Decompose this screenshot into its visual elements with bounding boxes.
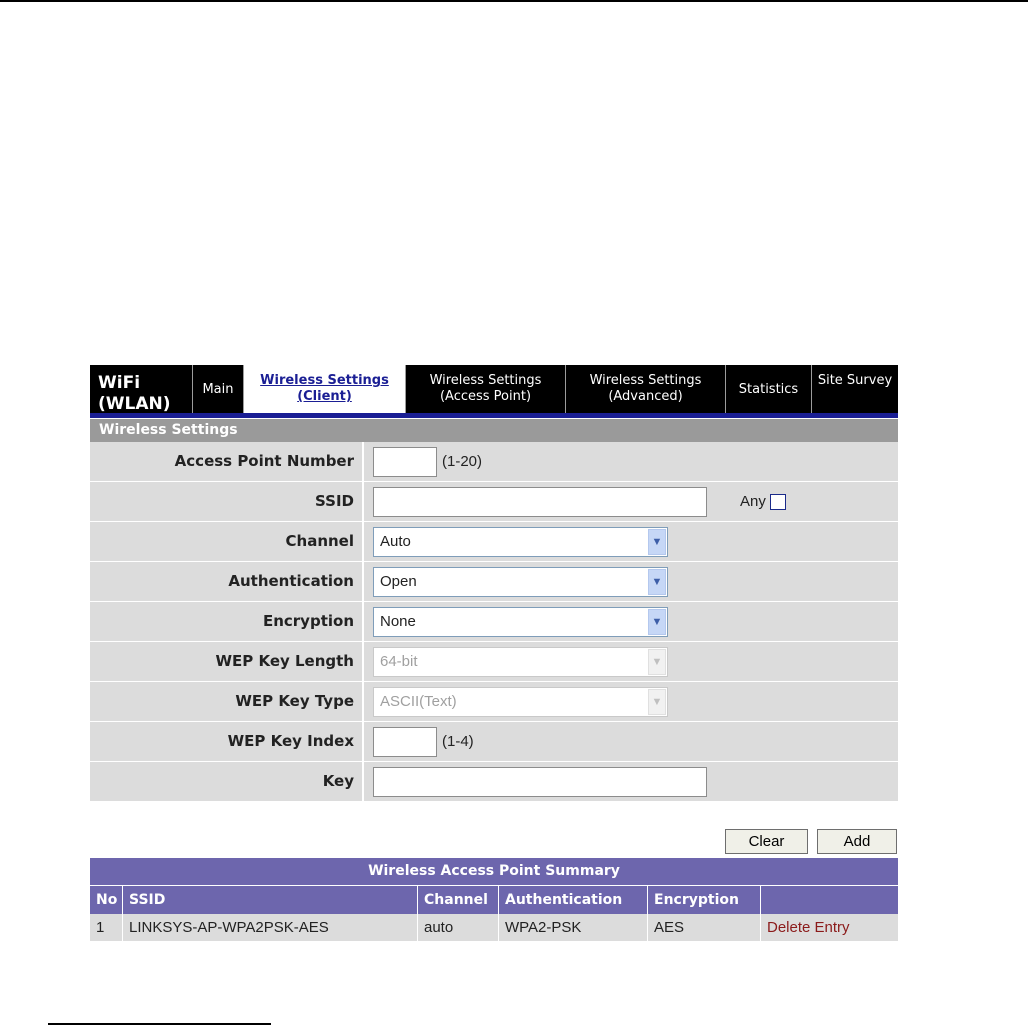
col-channel: Channel — [417, 886, 498, 914]
chevron-down-icon: ▼ — [648, 529, 666, 555]
section-header: Wireless Settings — [90, 418, 898, 442]
delete-entry-link[interactable]: Delete Entry — [760, 914, 898, 941]
form-row-wep-key-type — [90, 682, 898, 722]
ssid-input[interactable] — [373, 487, 707, 517]
form-row-encryption — [90, 602, 898, 642]
wep-key-length-select — [373, 647, 668, 677]
wep-key-index-label: WEP Key Index — [90, 722, 364, 761]
tab-main[interactable]: Main — [192, 365, 243, 413]
form-row-wep-key-length — [90, 642, 898, 682]
form-actions — [725, 829, 897, 854]
form-row-key — [90, 762, 898, 801]
encryption-label: Encryption — [90, 602, 364, 641]
tab-bar — [90, 365, 898, 418]
col-authentication: Authentication — [498, 886, 647, 914]
authentication-value: Open — [380, 572, 417, 590]
authentication-select[interactable] — [373, 567, 668, 597]
chevron-down-icon: ▼ — [648, 649, 666, 675]
form-row-channel — [90, 522, 898, 562]
encryption-select[interactable] — [373, 607, 668, 637]
summary-title: Wireless Access Point Summary — [90, 858, 898, 885]
wifi-config-panel — [90, 365, 898, 801]
tab-wireless-client[interactable]: Wireless Settings (Client) — [243, 365, 405, 413]
add-button[interactable]: Add — [817, 829, 897, 854]
brand-title: WiFi (WLAN) — [98, 373, 171, 414]
form-row-wep-key-index — [90, 722, 898, 762]
channel-label: Channel — [90, 522, 364, 561]
wireless-settings-form — [90, 442, 898, 801]
cell-authentication: WPA2-PSK — [498, 914, 647, 941]
tab-wireless-advanced[interactable]: Wireless Settings (Advanced) — [565, 365, 725, 413]
cell-channel: auto — [417, 914, 498, 941]
cell-encryption: AES — [647, 914, 760, 941]
cell-no: 1 — [96, 919, 105, 936]
col-encryption: Encryption — [647, 886, 760, 914]
ap-summary-table — [90, 858, 898, 941]
form-row-ssid — [90, 482, 898, 522]
any-checkbox[interactable] — [770, 494, 786, 510]
ap-number-hint: (1-20) — [442, 453, 483, 470]
col-no: No — [96, 892, 118, 908]
wep-key-type-select — [373, 687, 668, 717]
wep-key-type-value: ASCII(Text) — [380, 692, 457, 710]
tab-site-survey[interactable]: Site Survey — [811, 365, 898, 413]
any-label: Any — [740, 493, 766, 510]
wep-key-type-label: WEP Key Type — [90, 682, 364, 721]
ssid-label: SSID — [90, 482, 364, 521]
top-rule — [0, 0, 1028, 2]
footnote-rule — [48, 1023, 271, 1025]
wep-key-length-label: WEP Key Length — [90, 642, 364, 681]
key-label: Key — [90, 762, 364, 801]
tab-wireless-access-point[interactable]: Wireless Settings (Access Point) — [405, 365, 565, 413]
key-input[interactable] — [373, 767, 707, 797]
summary-header-row — [90, 885, 898, 914]
table-row — [90, 914, 898, 941]
chevron-down-icon: ▼ — [648, 569, 666, 595]
tab-statistics[interactable]: Statistics — [725, 365, 811, 413]
wep-key-index-hint: (1-4) — [442, 733, 474, 750]
form-row-ap-number — [90, 442, 898, 482]
channel-value: Auto — [380, 532, 411, 550]
col-ssid: SSID — [122, 886, 417, 914]
authentication-label: Authentication — [90, 562, 364, 601]
wep-key-index-input[interactable] — [373, 727, 437, 757]
ap-number-label: Access Point Number — [90, 442, 364, 481]
encryption-value: None — [380, 612, 416, 630]
form-row-authentication — [90, 562, 898, 602]
channel-select[interactable] — [373, 527, 668, 557]
chevron-down-icon: ▼ — [648, 689, 666, 715]
cell-ssid: LINKSYS-AP-WPA2PSK-AES — [122, 914, 417, 941]
col-action — [760, 886, 898, 914]
wep-key-length-value: 64-bit — [380, 652, 418, 670]
clear-button[interactable]: Clear — [725, 829, 808, 854]
ap-number-input[interactable] — [373, 447, 437, 477]
chevron-down-icon: ▼ — [648, 609, 666, 635]
